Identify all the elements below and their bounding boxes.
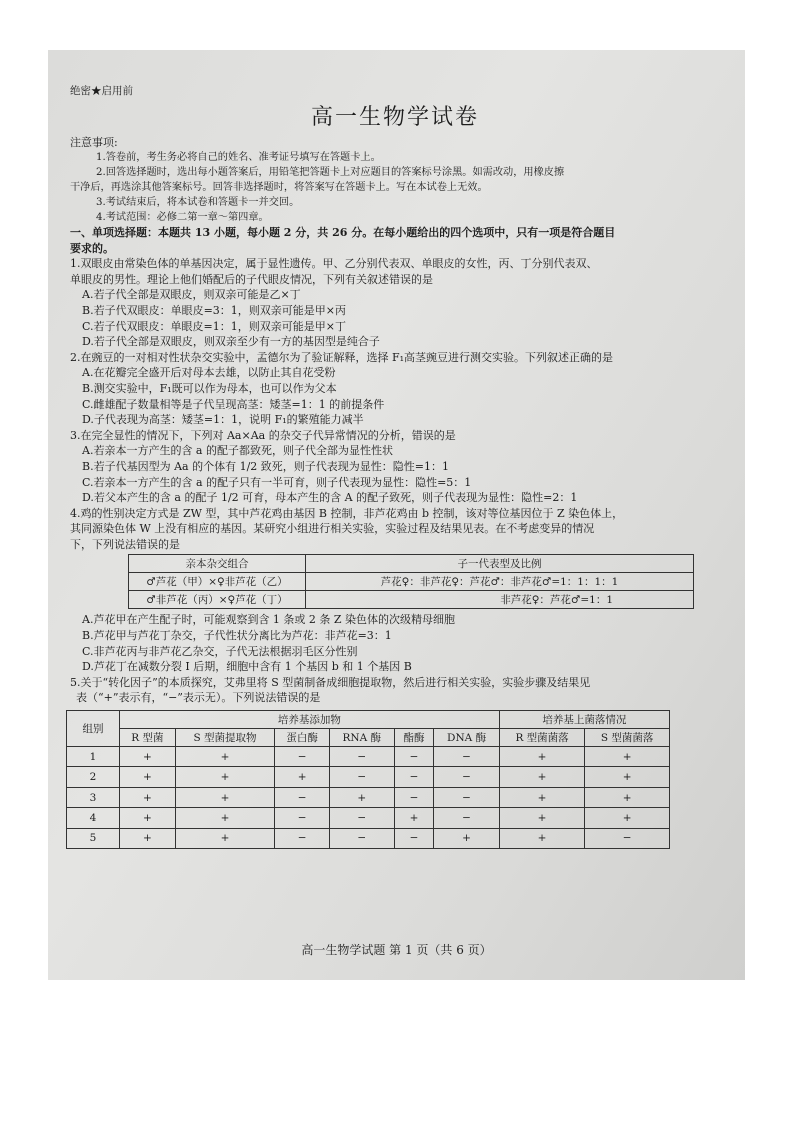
question-stem: 2.在豌豆的一对相对性状杂交实验中，孟德尔为了验证解释，选择 F₁高茎豌豆进行测交实验。下列叙述正确的是 — [70, 350, 614, 364]
question-stem: 下，下列说法错误的是 — [70, 537, 180, 551]
instructions — [70, 135, 720, 225]
instruction-line: 干净后，再选涂其他答案标号。回答非选择题时，将答案写在答题卡上。写在本试卷上无效。 — [70, 182, 488, 193]
table-cell: − — [329, 808, 394, 828]
table-cell: + — [175, 808, 274, 828]
option-d: D.若父本产生的含 a 的配子 1/2 可育，母本产生的含 A 的配子致死，则子代表现为显性：隐性=2：1 — [82, 491, 578, 505]
option-c: C.若亲本一方产生的含 a 的配子只有一半可育，则子代表现为显性：隐性=5：1 — [82, 475, 472, 489]
cross-table — [128, 554, 694, 609]
option-b: B.若子代双眼皮：单眼皮=3：1，则双亲可能是甲×丙 — [82, 303, 347, 317]
table-cell: ♂非芦花（丙）×♀芦花（丁） — [129, 591, 306, 609]
table-subheader: R 型菌菌落 — [499, 729, 585, 747]
table-row — [129, 591, 694, 609]
table-header: 子一代表型及比例 — [306, 555, 694, 573]
option-b: B.芦花甲与芦花丁杂交，子代性状分离比为芦花：非芦花=3：1 — [82, 629, 392, 643]
transformation-table — [66, 710, 670, 849]
question-2 — [70, 350, 720, 428]
table-cell: − — [275, 787, 330, 807]
table-cell: + — [585, 767, 670, 787]
table-cell: + — [120, 767, 176, 787]
table-cell: + — [499, 808, 585, 828]
table-cell: + — [175, 767, 274, 787]
question-stem: 其同源染色体 W 上没有相应的基因。某研究小组进行相关实验，实验过程及结果见表。在不考虑变异的情况 — [70, 522, 595, 536]
table-cell: ♂芦花（甲）×♀非芦花（乙） — [129, 573, 306, 591]
table-cell: − — [275, 828, 330, 848]
instruction-line: 1.答卷前，考生务必将自己的姓名、准考证号填写在答题卡上。 — [96, 152, 381, 163]
table-cell: − — [434, 767, 499, 787]
table-subheader: S 型菌菌落 — [585, 729, 670, 747]
table-cell: − — [329, 747, 394, 767]
table-cell: + — [394, 808, 434, 828]
table-header: 组别 — [67, 711, 120, 747]
table-cell: + — [329, 787, 394, 807]
option-d: D.芦花丁在减数分裂 I 后期，细胞中含有 1 个基因 b 和 1 个基因 B — [82, 660, 412, 674]
table-cell: + — [275, 767, 330, 787]
table-cell: 4 — [67, 808, 120, 828]
table-cell: − — [329, 767, 394, 787]
table-cell: + — [585, 747, 670, 767]
option-b: B.若子代基因型为 Aa 的个体有 1/2 致死，则子代表现为显性：隐性=1：1 — [82, 459, 449, 473]
section-heading: 一、单项选择题：本题共 13 小题，每小题 2 分，共 26 分。在每小题给出的四个选项中，只有一项是符合题目 — [70, 226, 616, 239]
table-subheader: 蛋白酶 — [275, 729, 330, 747]
table-cell: + — [499, 767, 585, 787]
table-cell: 1 — [67, 747, 120, 767]
table-header: 培养基上菌落情况 — [499, 711, 669, 729]
table-cell: + — [499, 747, 585, 767]
option-a: A.若子代全部是双眼皮，则双亲可能是乙×丁 — [82, 288, 301, 302]
instruction-line: 3.考试结束后，将本试卷和答题卡一并交回。 — [96, 197, 300, 208]
table-cell: − — [434, 808, 499, 828]
question-stem: 1.双眼皮由常染色体的单基因决定，属于显性遗传。甲、乙分别代表双、单眼皮的女性，丙、丁分别代表双、 — [70, 257, 598, 271]
option-c: C.若子代双眼皮：单眼皮=1：1，则双亲可能是甲×丁 — [82, 319, 346, 333]
confidential-note: 绝密★启用前 — [70, 85, 133, 97]
table-cell: − — [394, 828, 434, 848]
table-row — [129, 573, 694, 591]
table-cell: − — [275, 747, 330, 767]
table-cell: + — [585, 787, 670, 807]
question-3 — [70, 428, 720, 506]
option-b: B.测交实验中，F₁既可以作为母本，也可以作为父本 — [82, 381, 337, 395]
table-cell: + — [120, 828, 176, 848]
table-cell: + — [120, 808, 176, 828]
table-cell: + — [499, 828, 585, 848]
table-cell: + — [120, 747, 176, 767]
option-c: C.雌雄配子数量相等是子代呈现高茎：矮茎=1：1 的前提条件 — [82, 397, 385, 411]
section-heading: 要求的。 — [70, 241, 114, 255]
table-header: 培养基添加物 — [120, 711, 500, 729]
table-cell: − — [329, 828, 394, 848]
page-footer: 高一生物学试题 第 1 页（共 6 页） — [301, 943, 492, 957]
option-a: A.在花瓣完全盛开后对母本去雄，以防止其自花受粉 — [82, 366, 336, 380]
table-cell: − — [394, 767, 434, 787]
table-cell: + — [434, 828, 499, 848]
exam-title: 高一生物学试卷 — [310, 105, 479, 130]
table-row — [67, 747, 670, 767]
option-d: D.若子代全部是双眼皮，则双亲至少有一方的基因型是纯合子 — [82, 335, 380, 349]
table-subheader: R 型菌 — [120, 729, 176, 747]
instruction-line: 4.考试范围：必修二第一章～第四章。 — [96, 212, 269, 223]
table-cell: + — [585, 808, 670, 828]
table-cell: − — [434, 787, 499, 807]
question-1 — [70, 256, 720, 350]
table-cell: − — [394, 747, 434, 767]
table-header: 亲本杂交组合 — [129, 555, 306, 573]
table-row — [67, 787, 670, 807]
table-cell: + — [175, 828, 274, 848]
table-subheader: RNA 酶 — [329, 729, 394, 747]
option-a: A.若亲本一方产生的含 a 的配子都致死，则子代全部为显性性状 — [82, 444, 393, 458]
option-d: D.子代表现为高茎：矮茎=1：1，说明 F₁的繁殖能力减半 — [82, 413, 364, 427]
table-cell: 非芦花♀：芦花♂=1：1 — [306, 591, 694, 609]
option-c: C.非芦花丙与非芦花乙杂交，子代无法根据羽毛区分性别 — [82, 644, 358, 658]
table-cell: − — [275, 808, 330, 828]
question-stem: 4.鸡的性别决定方式是 ZW 型，其中芦花鸡由基因 B 控制，非芦花鸡由 b 控制，该对等位基因位于 Z 染色体上， — [70, 506, 624, 520]
question-4 — [70, 506, 720, 675]
table-subheader: 酯酶 — [394, 729, 434, 747]
table-cell: − — [585, 828, 670, 848]
instructions-heading: 注意事项: — [70, 136, 118, 149]
table-subheader: DNA 酶 — [434, 729, 499, 747]
table-row — [67, 808, 670, 828]
table-cell: 5 — [67, 828, 120, 848]
question-stem: 单眼皮的男性。理论上他们婚配后的子代眼皮情况，下列有关叙述错误的是 — [70, 272, 433, 286]
instruction-line: 2.回答选择题时，选出每小题答案后，用铅笔把答题卡上对应题目的答案标号涂黑。如需改动，用橡皮擦 — [96, 167, 565, 178]
table-subheader: S 型菌提取物 — [175, 729, 274, 747]
table-cell: 3 — [67, 787, 120, 807]
table-cell: + — [499, 787, 585, 807]
question-5 — [70, 675, 720, 849]
table-cell: + — [120, 787, 176, 807]
table-cell: − — [394, 787, 434, 807]
table-cell: + — [175, 787, 274, 807]
table-row — [67, 828, 670, 848]
table-row — [67, 767, 670, 787]
table-cell: 芦花♀：非芦花♀：芦花♂：非芦花♂=1：1：1：1 — [306, 573, 694, 591]
table-cell: + — [175, 747, 274, 767]
option-a: A.芦花甲在产生配子时，可能观察到含 1 条或 2 条 Z 染色体的次级精母细胞 — [82, 613, 456, 627]
question-stem: 表（“+”表示有，“−”表示无）。下列说法错误的是 — [76, 691, 321, 705]
exam-sheet — [70, 83, 720, 849]
question-stem: 5.关于“转化因子”的本质探究，艾弗里将 S 型菌制备成细胞提取物，然后进行相关实验，实验步骤及结果见 — [70, 675, 591, 689]
question-stem: 3.在完全显性的情况下，下列对 Aa×Aa 的杂交子代异常情况的分析，错误的是 — [70, 428, 456, 442]
table-cell: − — [434, 747, 499, 767]
table-cell: 2 — [67, 767, 120, 787]
exam-photo — [48, 50, 745, 980]
